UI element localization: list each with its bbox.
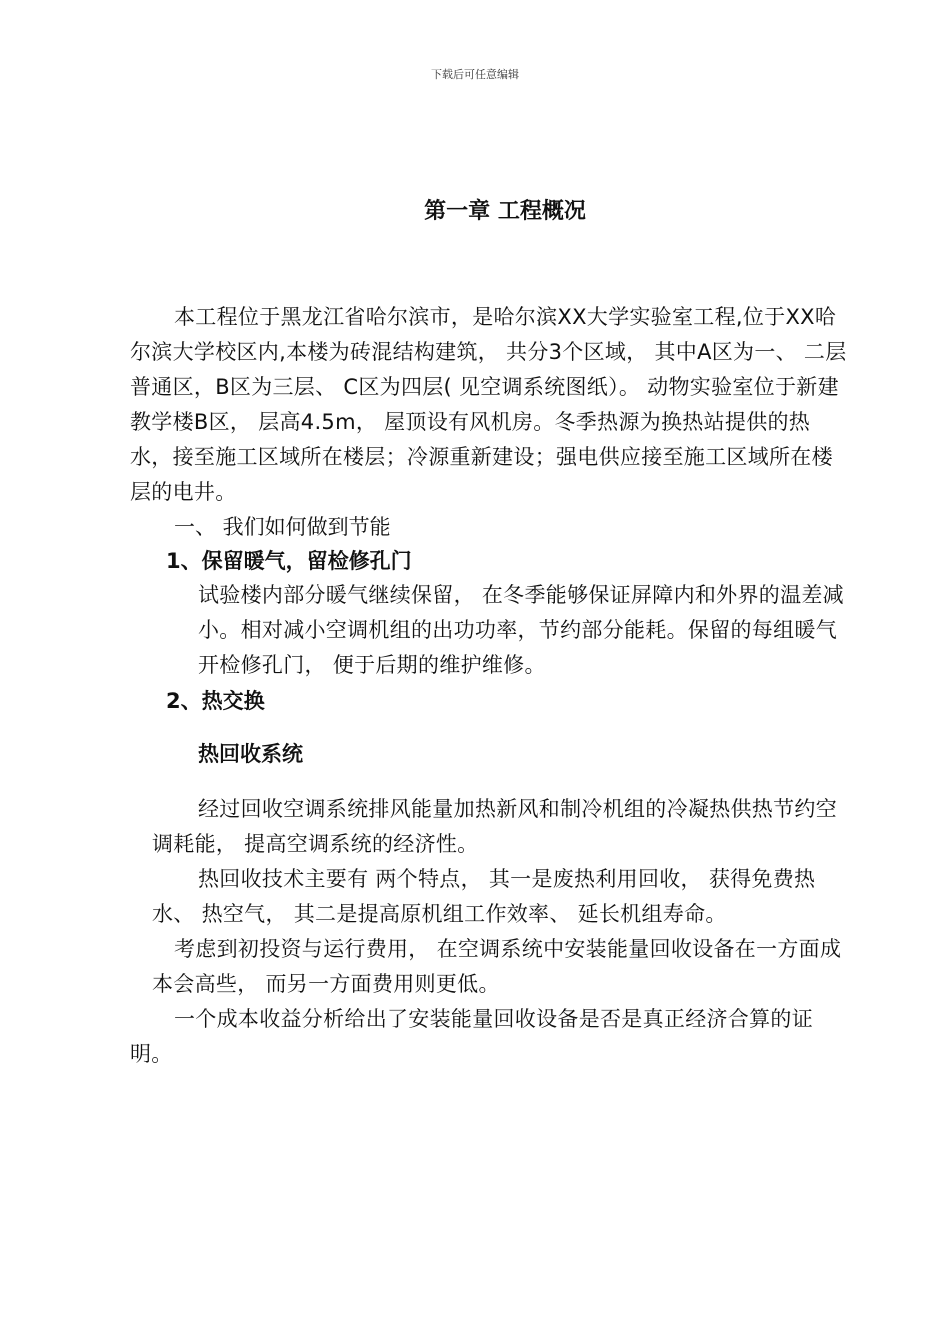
page-header-note: 下载后可任意编辑 xyxy=(431,68,519,81)
list-heading: 一、 我们如何做到节能 xyxy=(174,515,391,539)
section1-title: 1、保留暖气，留检修孔门 xyxy=(166,549,412,573)
section2-subtitle: 热回收系统 xyxy=(198,742,303,766)
body-paragraph-2: 热回收技术主要有 两个特点， 其一是废热利用回收， 获得免费热水、 热空气， 其二是提高原机组工作效率、 延长机组寿命。 xyxy=(152,867,816,926)
intro-paragraph: 本工程位于黑龙江省哈尔滨市，是哈尔滨XX大学实验室工程,位于XX哈尔滨大学校区内,本楼为砖混结构建筑， 共分3个区域， 其中A区为一、 二层普通区，B区为三层、 C区为四层( 见空调系统图纸）。 动物实验室位于新建教学楼B区， 层高4.5m， 屋顶设有风机房。冬季热源为换热站提供的热水，接至施工区域所在楼层；冷源重新建设；强电供应接至施工区域所在楼层的电井。 xyxy=(130,305,847,504)
body-paragraph-4: 一个成本收益分析给出了安装能量回收设备是否是真正经济合算的证明。 xyxy=(130,1007,813,1066)
chapter-title: 第一章 工程概况 xyxy=(424,199,586,224)
body-paragraph-1: 经过回收空调系统排风能量加热新风和制冷机组的冷凝热供热节约空调耗能， 提高空调系统的经济性。 xyxy=(152,797,837,856)
section2-title: 2、热交换 xyxy=(166,689,265,713)
section1-body: 试验楼内部分暖气继续保留， 在冬季能够保证屏障内和外界的温差减小。相对减小空调机组的出功功率，节约部分能耗。保留的每组暖气开检修孔门， 便于后期的维护维修。 xyxy=(198,583,844,677)
body-paragraph-3: 考虑到初投资与运行费用， 在空调系统中安装能量回收设备在一方面成本会高些， 而另一方面费用则更低。 xyxy=(152,937,842,996)
